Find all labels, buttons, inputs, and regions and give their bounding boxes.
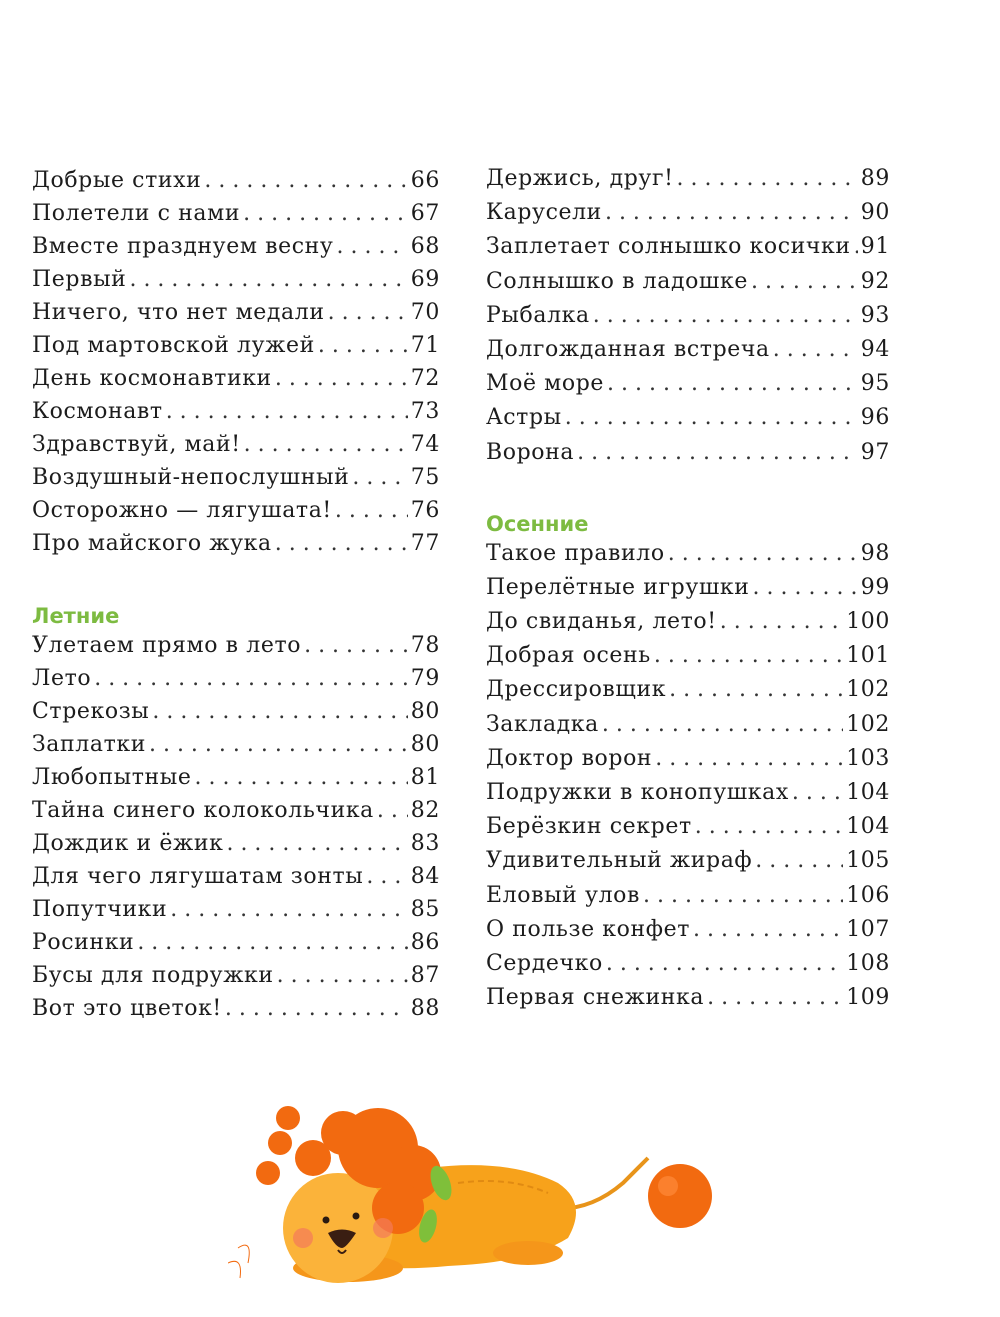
toc-entry-page-number: 85 xyxy=(410,897,440,922)
dot-leader xyxy=(170,897,408,922)
toc-entry-page-number: 67 xyxy=(410,201,440,226)
toc-entry-page-number: 87 xyxy=(410,963,440,988)
toc-entry-title: Дождик и ёжик xyxy=(32,831,224,856)
toc-entry-title: Моё море xyxy=(486,371,605,397)
toc-entry-page-number: 75 xyxy=(410,465,440,490)
toc-entry xyxy=(32,963,440,996)
toc-entry-page-number: 66 xyxy=(410,168,440,193)
toc-entry-page-number: 82 xyxy=(410,798,440,823)
toc-entry xyxy=(486,643,890,677)
toc-entry xyxy=(486,405,890,439)
toc-entry xyxy=(32,498,440,531)
toc-entry xyxy=(32,831,440,864)
toc-entry-page-number: 79 xyxy=(410,666,440,691)
toc-entry xyxy=(486,951,890,985)
toc-entry-title: Улетаем прямо в лето xyxy=(32,633,302,658)
toc-entry-page-number: 103 xyxy=(846,745,890,771)
dot-leader xyxy=(277,963,408,988)
toc-entry-title: Такое правило xyxy=(486,540,665,566)
toc-entry-page-number: 102 xyxy=(846,677,890,703)
toc-entry-title: Под мартовской лужей xyxy=(32,333,315,358)
toc-entry-title: До свиданья, лето! xyxy=(486,609,717,635)
toc-entry xyxy=(486,746,890,780)
dot-leader xyxy=(693,917,843,942)
dot-leader xyxy=(366,864,407,889)
toc-entry-title: Здравствуй, май! xyxy=(32,432,241,457)
toc-entry-title: Еловый улов xyxy=(486,882,640,908)
toc-entry-title: Заплатки xyxy=(32,732,146,757)
toc-entry xyxy=(32,300,440,333)
toc-entry-title: Попутчики xyxy=(32,897,168,922)
toc-entry-title: Добрая осень xyxy=(486,643,651,669)
toc-entry xyxy=(32,732,440,765)
toc-entry-page-number: 84 xyxy=(410,864,440,889)
toc-entry xyxy=(486,575,890,609)
dot-leader xyxy=(755,848,843,873)
dot-leader xyxy=(565,405,858,430)
toc-entry xyxy=(32,465,440,498)
toc-entry-page-number: 95 xyxy=(860,371,890,397)
toc-entry-page-number: 68 xyxy=(410,234,440,259)
toc-entry-title: Полетели с нами xyxy=(32,201,241,226)
section-title-summer: Летние xyxy=(32,604,120,628)
toc-entry xyxy=(486,200,890,234)
toc-entry-page-number: 91 xyxy=(860,234,890,260)
toc-entry-title: Подружки в конопушках xyxy=(486,780,789,805)
toc-entry xyxy=(486,677,890,711)
toc-entry xyxy=(486,166,890,200)
dot-leader xyxy=(707,985,843,1010)
toc-entry xyxy=(486,234,890,268)
toc-entry xyxy=(32,699,440,732)
toc-entry-title: Космонавт xyxy=(32,399,163,424)
toc-entry-title: Вместе празднуем весну xyxy=(32,234,334,259)
toc-entry-title: Росинки xyxy=(32,930,135,955)
toc-entry-page-number: 108 xyxy=(846,950,890,976)
toc-entry-page-number: 94 xyxy=(860,336,890,362)
toc-entry xyxy=(486,780,890,814)
toc-entry-title: Ворона xyxy=(486,439,575,465)
toc-entry-title: День космонавтики xyxy=(32,366,272,391)
toc-entry-page-number: 78 xyxy=(410,633,440,658)
toc-entry xyxy=(486,814,890,848)
dot-leader xyxy=(328,300,408,325)
dot-leader xyxy=(129,267,407,292)
toc-entry xyxy=(32,168,440,201)
toc-entry-title: Закладка xyxy=(486,711,599,737)
toc-entry-page-number: 73 xyxy=(410,399,440,424)
toc-entry xyxy=(486,848,890,882)
dot-leader xyxy=(854,234,858,259)
toc-entry-title: Осторожно — лягушата! xyxy=(32,498,332,523)
toc-list-summer-end xyxy=(486,166,890,474)
toc-entry-title: Бусы для подружки xyxy=(32,963,274,988)
toc-entry-title: Держись, друг! xyxy=(486,166,674,191)
toc-entry-title: Для чего лягушатам зонты xyxy=(32,864,364,889)
toc-entry xyxy=(32,666,440,699)
toc-entry xyxy=(486,269,890,303)
dot-leader xyxy=(607,371,858,396)
toc-entry xyxy=(486,883,890,917)
dot-leader xyxy=(152,699,407,724)
dot-leader xyxy=(695,814,843,839)
toc-entry-title: Сердечко xyxy=(486,950,603,976)
toc-entry-page-number: 74 xyxy=(410,432,440,457)
toc-entry-title: Любопытные xyxy=(32,765,192,790)
toc-entry-title: Лето xyxy=(32,666,92,691)
dot-leader xyxy=(669,677,843,702)
toc-entry xyxy=(32,399,440,432)
toc-entry-page-number: 97 xyxy=(860,439,890,465)
toc-entry xyxy=(32,765,440,798)
toc-list-summer xyxy=(32,633,440,1029)
toc-entry-page-number: 105 xyxy=(846,848,890,874)
toc-entry-title: Про майского жука xyxy=(32,531,272,556)
dot-leader xyxy=(593,303,858,328)
toc-entry-title: Первый xyxy=(32,267,127,292)
dot-leader xyxy=(602,712,843,737)
toc-entry xyxy=(486,371,890,405)
toc-entry-title: Удивительный жираф xyxy=(486,848,753,874)
toc-entry-title: Солнышко в ладошке xyxy=(486,268,748,294)
toc-entry xyxy=(486,440,890,474)
toc-entry-page-number: 80 xyxy=(410,699,440,724)
dot-leader xyxy=(94,666,408,691)
toc-entry-title: Вот это цветок! xyxy=(32,996,222,1021)
dot-leader xyxy=(792,780,843,805)
dot-leader xyxy=(654,643,843,668)
dot-leader xyxy=(318,333,408,358)
toc-entry-title: Берёзкин секрет xyxy=(486,814,692,840)
dot-leader xyxy=(275,531,408,556)
toc-entry-page-number: 69 xyxy=(410,267,440,292)
toc-entry xyxy=(486,985,890,1019)
dot-leader xyxy=(225,996,408,1021)
dot-leader xyxy=(643,883,843,908)
toc-entry-title: Рыбалка xyxy=(486,302,590,328)
toc-entry xyxy=(32,996,440,1029)
toc-entry xyxy=(32,633,440,666)
dot-leader xyxy=(720,609,843,634)
toc-entry-page-number: 88 xyxy=(410,996,440,1021)
toc-entry xyxy=(32,531,440,564)
toc-entry xyxy=(32,366,440,399)
dot-leader xyxy=(753,575,858,600)
toc-entry-page-number: 104 xyxy=(846,814,890,840)
section-title-autumn: Осенние xyxy=(486,511,589,536)
toc-entry-page-number: 101 xyxy=(846,643,890,669)
toc-entry-page-number: 86 xyxy=(410,930,440,955)
toc-entry-page-number: 81 xyxy=(410,765,440,790)
dot-leader xyxy=(377,798,408,823)
toc-entry-title: Долгожданная встреча xyxy=(486,336,770,362)
toc-entry xyxy=(32,897,440,930)
toc-entry-title: Дрессировщик xyxy=(486,677,667,703)
toc-entry-page-number: 80 xyxy=(410,732,440,757)
toc-entry-title: О пользе конфет xyxy=(486,916,690,942)
dot-leader xyxy=(226,831,407,856)
toc-entry-title: Добрые стихи xyxy=(32,168,202,193)
toc-entry xyxy=(32,930,440,963)
dot-leader xyxy=(304,633,408,658)
toc-entry xyxy=(32,432,440,465)
dot-leader xyxy=(243,201,408,226)
toc-list-autumn xyxy=(486,541,890,1020)
toc-entry xyxy=(486,541,890,575)
dot-leader xyxy=(244,432,408,457)
toc-entry-page-number: 107 xyxy=(846,916,890,942)
dot-leader xyxy=(577,440,858,465)
toc-entry xyxy=(32,201,440,234)
toc-entry xyxy=(32,864,440,897)
toc-entry-page-number: 100 xyxy=(846,609,890,635)
toc-entry-page-number: 90 xyxy=(860,200,890,226)
dot-leader xyxy=(195,765,408,790)
toc-right-column xyxy=(486,166,890,1019)
toc-entry-page-number: 89 xyxy=(860,166,890,191)
toc-entry xyxy=(32,333,440,366)
toc-entry-title: Воздушный-непослушный xyxy=(32,465,350,490)
dot-leader xyxy=(204,168,407,193)
dot-leader xyxy=(336,234,407,259)
toc-entry-page-number: 92 xyxy=(860,268,890,294)
dot-leader xyxy=(166,399,408,424)
toc-entry-title: Ничего, что нет медали xyxy=(32,300,325,325)
dot-leader xyxy=(606,951,843,976)
toc-list-spring xyxy=(32,168,440,564)
toc-entry-page-number: 96 xyxy=(860,405,890,431)
toc-entry-title: Доктор ворон xyxy=(486,745,653,771)
toc-entry-page-number: 76 xyxy=(410,498,440,523)
dot-leader xyxy=(655,746,843,771)
toc-entry-page-number: 72 xyxy=(410,366,440,391)
toc-entry-title: Карусели xyxy=(486,200,602,226)
toc-entry-page-number: 104 xyxy=(846,780,890,805)
toc-entry-title: Астры xyxy=(486,405,562,431)
toc-entry xyxy=(32,234,440,267)
dot-leader xyxy=(751,269,858,294)
toc-entry-title: Перелётные игрушки xyxy=(486,574,750,600)
toc-entry xyxy=(486,303,890,337)
toc-entry xyxy=(486,337,890,371)
lion-toy-icon xyxy=(228,1088,728,1288)
toc-entry-page-number: 102 xyxy=(846,711,890,737)
toc-left-column xyxy=(32,168,440,1029)
toc-entry xyxy=(486,712,890,746)
dot-leader xyxy=(137,930,407,955)
dot-leader xyxy=(668,541,858,566)
dot-leader xyxy=(149,732,408,757)
toc-entry-page-number: 77 xyxy=(410,531,440,556)
toc-entry-page-number: 93 xyxy=(860,302,890,328)
dot-leader xyxy=(275,366,408,391)
dot-leader xyxy=(677,166,858,191)
toc-entry-title: Первая снежинка xyxy=(486,985,705,1011)
toc-entry xyxy=(32,267,440,300)
toc-entry-page-number: 106 xyxy=(846,882,890,908)
toc-entry-page-number: 83 xyxy=(410,831,440,856)
toc-entry-page-number: 99 xyxy=(860,574,890,600)
toc-entry-page-number: 109 xyxy=(846,985,890,1011)
toc-entry-title: Тайна синего колокольчика xyxy=(32,798,374,823)
dot-leader xyxy=(605,200,858,225)
dot-leader xyxy=(773,337,858,362)
toc-entry-page-number: 98 xyxy=(860,540,890,566)
toc-entry xyxy=(486,609,890,643)
toc-entry-page-number: 71 xyxy=(410,333,440,358)
dot-leader xyxy=(335,498,408,523)
toc-entry-title: Заплетает солнышко косички xyxy=(486,234,851,260)
toc-entry xyxy=(32,798,440,831)
toc-entry xyxy=(486,917,890,951)
toc-entry-title: Стрекозы xyxy=(32,699,150,724)
dot-leader xyxy=(352,465,407,490)
toc-entry-page-number: 70 xyxy=(410,300,440,325)
